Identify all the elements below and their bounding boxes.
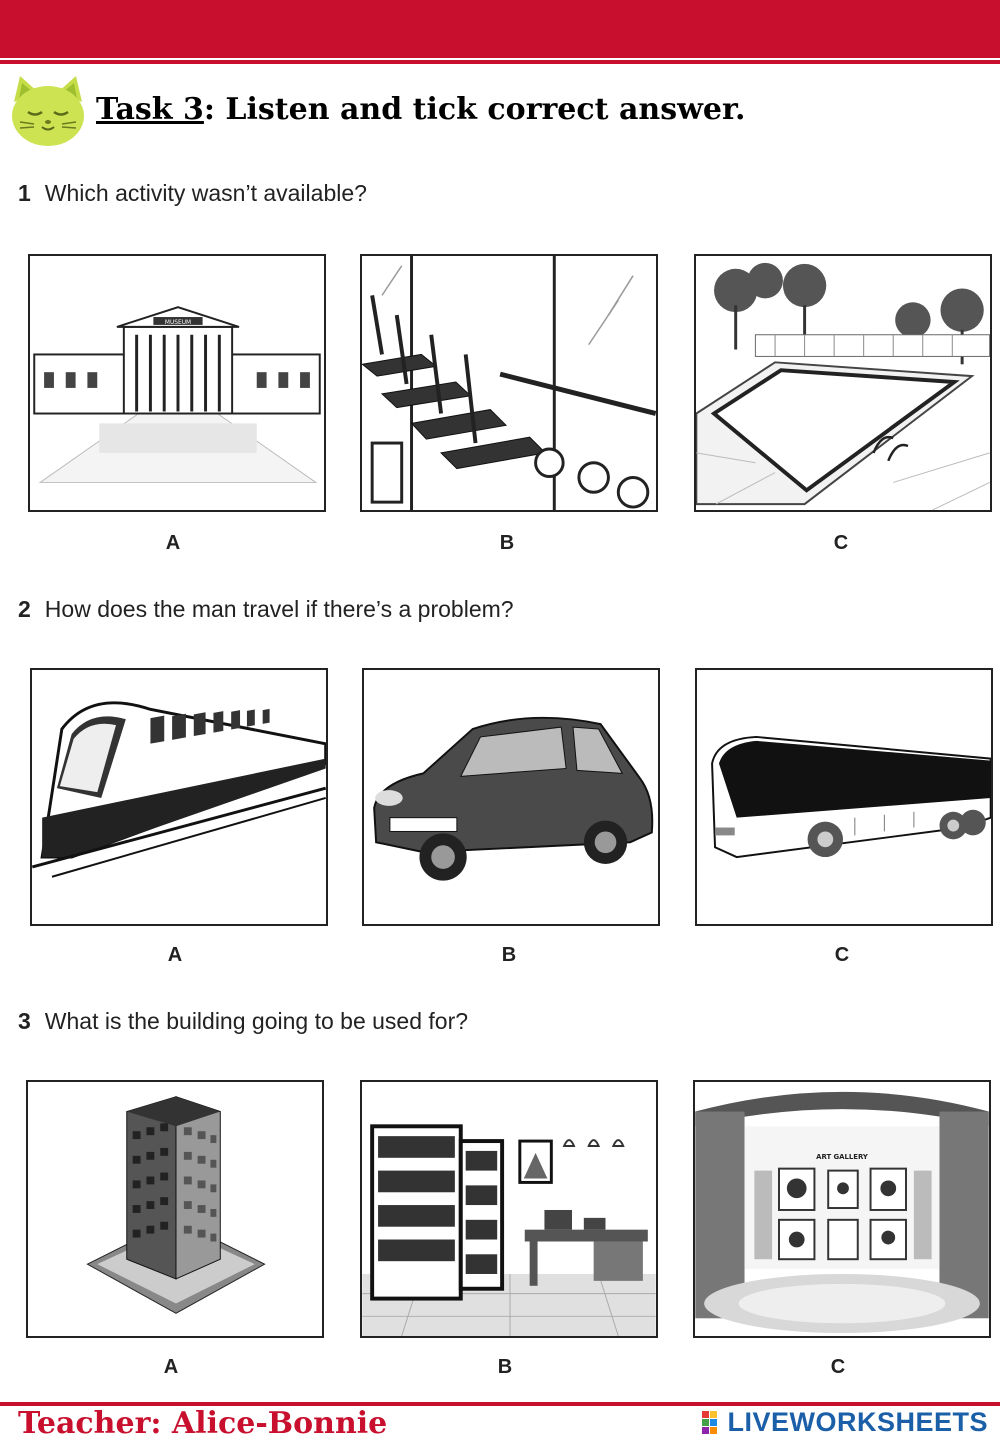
question-1 [18,180,367,207]
q2-label-b: B [501,944,517,966]
task-title [96,92,746,127]
question-2 [18,596,514,623]
tower-picture [28,1082,322,1336]
museum-sign: MUSEUM [164,319,192,326]
q3-option-c-gallery[interactable] [693,1080,991,1338]
cat-mascot-icon [6,72,90,152]
question-number: 2 [18,596,31,622]
gallery-sign: ART GALLERY [816,1152,868,1161]
q2-option-c-bus[interactable] [695,668,993,926]
q2-option-a-train[interactable] [30,668,328,926]
q1-option-c-pool[interactable] [694,254,992,512]
liveworksheets-icon [701,1409,725,1435]
library-picture [362,1082,656,1336]
q3-label-b: B [497,1356,513,1378]
liveworksheets-brand: LIVEWORKSHEETS [727,1406,988,1437]
pool-picture [696,256,990,510]
q1-option-a-museum[interactable] [28,254,326,512]
task-number: Task 3 [96,92,204,127]
q2-option-b-car[interactable] [362,668,660,926]
museum-picture [30,256,324,510]
q1-label-a: A [165,532,181,554]
car-picture [364,670,658,924]
q1-option-b-gym[interactable] [360,254,658,512]
q3-label-a: A [163,1356,179,1378]
liveworksheets-logo [701,1407,988,1437]
train-picture [32,670,326,924]
q2-label-a: A [167,944,183,966]
teacher-name: Teacher: Alice-Bonnie [18,1406,388,1441]
q2-label-c: C [834,944,850,966]
header-stripe [0,60,1000,64]
q3-label-c: C [830,1356,846,1378]
q3-option-a-tower[interactable] [26,1080,324,1338]
q1-label-c: C [833,532,849,554]
question-text: What is the building going to be used for? [44,1008,469,1034]
question-3 [18,1008,468,1035]
question-number: 1 [18,180,31,206]
question-number: 3 [18,1008,31,1034]
question-text: Which activity wasn’t available? [44,180,367,206]
task-instruction: : Listen and tick correct answer. [203,92,746,127]
q3-option-b-library[interactable] [360,1080,658,1338]
q1-label-b: B [499,532,515,554]
question-text: How does the man travel if there’s a problem? [44,596,514,622]
gallery-picture [695,1082,989,1336]
bus-picture [697,670,991,924]
gym-picture [362,256,656,510]
